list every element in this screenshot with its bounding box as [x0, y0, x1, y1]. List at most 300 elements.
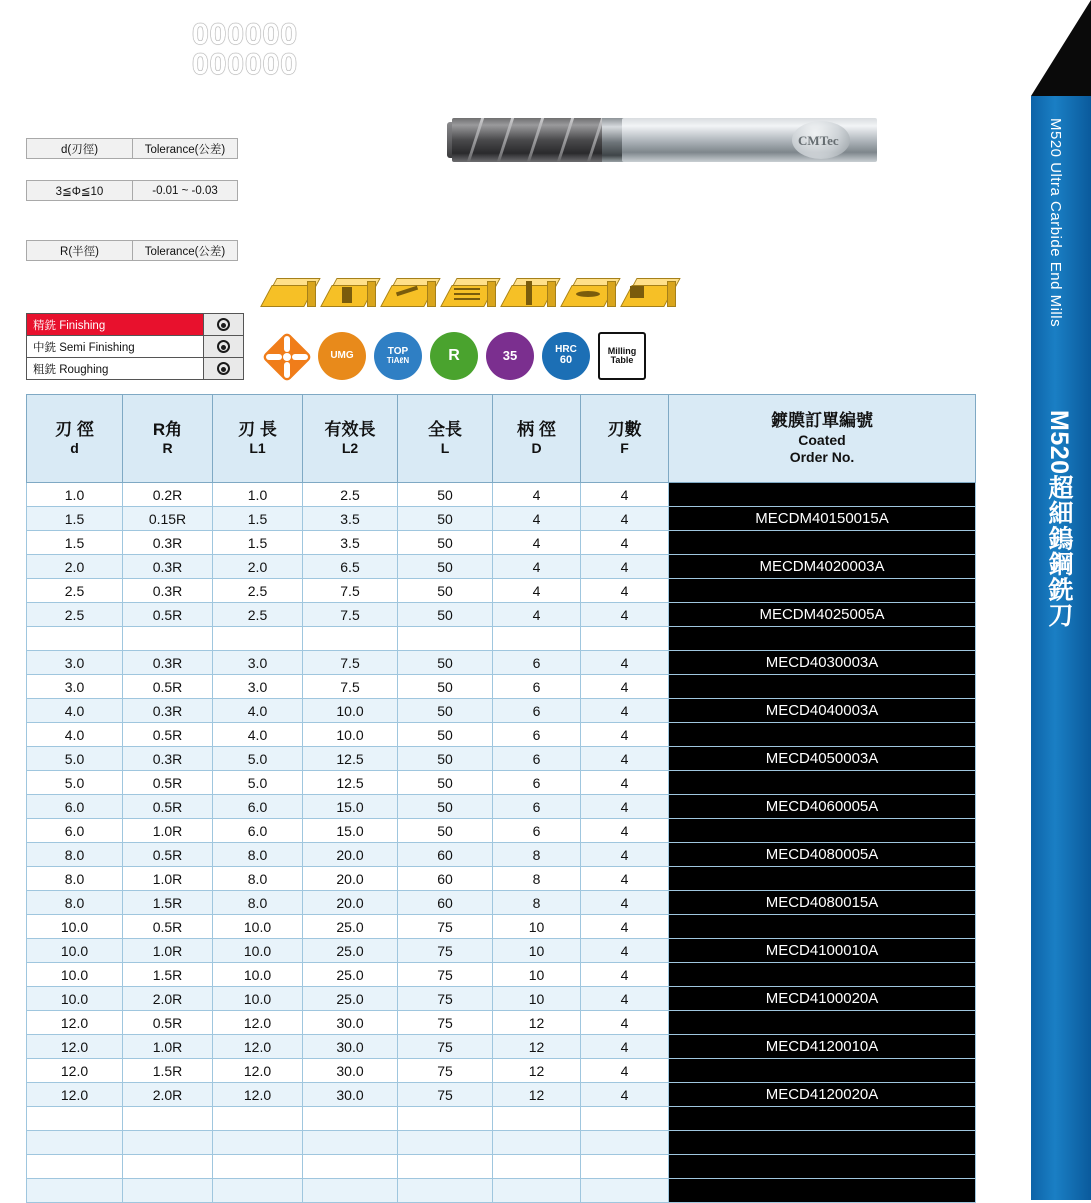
side-milling-icon — [262, 275, 314, 317]
cell-L2: 30.0 — [303, 1083, 398, 1107]
cell-D: 6 — [493, 795, 581, 819]
cell-R: 2.0R — [123, 987, 213, 1011]
table-row — [27, 1059, 976, 1083]
cell-L: 75 — [398, 915, 493, 939]
coating-icon-sub: TiAℓN — [386, 356, 410, 366]
cell-D — [493, 1155, 581, 1179]
cell-d: 12.0 — [27, 1083, 123, 1107]
cell-order-no — [669, 1107, 976, 1131]
cell-d — [27, 1131, 123, 1155]
cell-order-no — [669, 579, 976, 603]
cell-L: 75 — [398, 1083, 493, 1107]
table-row — [27, 1179, 976, 1203]
logo-line-1: 000000 — [191, 18, 299, 51]
logo-line-2: 000000 — [191, 48, 299, 81]
header-flute-count-main: 刃數 — [607, 420, 642, 440]
legend-label-roughing: 粗銑 Roughing — [27, 358, 204, 380]
milling-table-icon-sub: Table — [610, 355, 634, 365]
cell-L1: 10.0 — [213, 987, 303, 1011]
cell-D: 6 — [493, 651, 581, 675]
milling-table-icon[interactable] — [598, 332, 646, 380]
table-row — [27, 891, 976, 915]
header-corner-radius-sub: R — [162, 440, 173, 457]
table-row — [27, 1155, 976, 1179]
specification-table — [26, 394, 976, 1203]
cell-R: 0.3R — [123, 651, 213, 675]
table-row — [27, 843, 976, 867]
cell-L: 75 — [398, 1035, 493, 1059]
cell-R: 0.5R — [123, 603, 213, 627]
header-overall-length — [398, 395, 493, 483]
header-effective-length — [303, 395, 398, 483]
cell-L: 50 — [398, 747, 493, 771]
cell-order-no: MECD4080015A — [669, 891, 976, 915]
cell-d — [27, 1179, 123, 1203]
cell-order-no: MECD4030003A — [669, 651, 976, 675]
table-row — [27, 651, 976, 675]
header-order-no-main: 鍍膜訂單編號 — [771, 411, 873, 431]
cell-D: 6 — [493, 699, 581, 723]
cell-D: 6 — [493, 771, 581, 795]
header-effective-length-main: 有效長 — [324, 420, 376, 440]
cell-F: 4 — [581, 507, 669, 531]
cell-R: 0.3R — [123, 747, 213, 771]
cell-D: 4 — [493, 507, 581, 531]
cell-D — [493, 1131, 581, 1155]
cell-F: 4 — [581, 771, 669, 795]
cell-F: 4 — [581, 531, 669, 555]
cell-F: 4 — [581, 675, 669, 699]
table-row — [27, 579, 976, 603]
header-diameter — [27, 395, 123, 483]
cell-L1: 3.0 — [213, 651, 303, 675]
header-diameter-main: 刃 徑 — [55, 420, 94, 440]
cell-d: 1.5 — [27, 507, 123, 531]
cell-F: 4 — [581, 939, 669, 963]
table-row — [27, 819, 976, 843]
cell-L: 60 — [398, 891, 493, 915]
cell-F: 4 — [581, 579, 669, 603]
cell-L1 — [213, 1155, 303, 1179]
flower-icon — [262, 332, 312, 382]
cell-L: 75 — [398, 987, 493, 1011]
header-corner-radius — [123, 395, 213, 483]
cell-order-no: MECD4040003A — [669, 699, 976, 723]
cell-d: 10.0 — [27, 915, 123, 939]
cell-L2: 7.5 — [303, 651, 398, 675]
cell-L2: 25.0 — [303, 915, 398, 939]
cell-L1: 1.5 — [213, 531, 303, 555]
cell-L1: 5.0 — [213, 747, 303, 771]
cell-d: 12.0 — [27, 1059, 123, 1083]
cell-order-no: MECD4100020A — [669, 987, 976, 1011]
header-flute-length — [213, 395, 303, 483]
cell-L1 — [213, 627, 303, 651]
cell-L1: 3.0 — [213, 675, 303, 699]
cell-D: 12 — [493, 1011, 581, 1035]
cell-d: 5.0 — [27, 771, 123, 795]
table-row — [27, 699, 976, 723]
table-row — [27, 795, 976, 819]
table-row — [27, 627, 976, 651]
cell-L1 — [213, 1131, 303, 1155]
cell-L2: 3.5 — [303, 531, 398, 555]
cell-order-no — [669, 1155, 976, 1179]
cell-order-no — [669, 1179, 976, 1203]
cell-R — [123, 1155, 213, 1179]
cell-D: 4 — [493, 531, 581, 555]
cell-F: 4 — [581, 843, 669, 867]
table-row — [27, 987, 976, 1011]
cell-D — [493, 1179, 581, 1203]
cell-F: 4 — [581, 987, 669, 1011]
cell-L2 — [303, 627, 398, 651]
cell-R — [123, 1107, 213, 1131]
cell-L: 50 — [398, 771, 493, 795]
table-row — [27, 241, 238, 261]
table-row — [27, 603, 976, 627]
operation-icon-row — [262, 275, 682, 323]
cell-D: 6 — [493, 747, 581, 771]
cell-L1 — [213, 1107, 303, 1131]
cell-R: 0.5R — [123, 843, 213, 867]
cell-F: 4 — [581, 867, 669, 891]
table-row — [27, 723, 976, 747]
header-overall-length-sub: L — [440, 440, 450, 457]
cell-F: 4 — [581, 603, 669, 627]
side-tab — [1031, 0, 1091, 1200]
hrc60-icon-label: HRC — [555, 343, 577, 355]
hrc35-icon-label: 35 — [502, 348, 518, 364]
cell-D: 8 — [493, 891, 581, 915]
cell-D: 12 — [493, 1059, 581, 1083]
legend-mark-finishing — [203, 314, 243, 336]
cell-L: 60 — [398, 843, 493, 867]
cell-L: 50 — [398, 603, 493, 627]
radius-tolerance-header-table — [26, 240, 238, 261]
cell-order-no — [669, 675, 976, 699]
table-row — [27, 747, 976, 771]
category-icon-row — [262, 332, 682, 382]
header-effective-length-sub: L2 — [341, 440, 359, 457]
cell-D: 12 — [493, 1035, 581, 1059]
cell-F: 4 — [581, 795, 669, 819]
cell-L2: 3.5 — [303, 507, 398, 531]
cell-F: 4 — [581, 1035, 669, 1059]
cell-D: 4 — [493, 483, 581, 507]
cell-order-no — [669, 963, 976, 987]
ramping-icon — [382, 275, 434, 317]
cell-d: 4.0 — [27, 723, 123, 747]
hrc35-icon — [486, 332, 534, 380]
shoulder-milling-icon — [622, 275, 674, 317]
cell-L: 50 — [398, 555, 493, 579]
cell-order-no — [669, 1131, 976, 1155]
cell-F — [581, 1179, 669, 1203]
tol-r-label: R(半徑) — [27, 241, 133, 261]
header-shank-diameter — [493, 395, 581, 483]
umg-icon-label: UMG — [330, 349, 354, 361]
cell-L: 50 — [398, 675, 493, 699]
milling-table-icon-label: Milling — [607, 345, 637, 356]
cell-L1: 6.0 — [213, 819, 303, 843]
table-row — [27, 139, 238, 159]
header-diameter-sub: d — [70, 440, 79, 457]
cell-d: 5.0 — [27, 747, 123, 771]
hrc60-icon-sub: 60 — [559, 354, 573, 367]
cell-R: 0.5R — [123, 675, 213, 699]
cell-L: 50 — [398, 723, 493, 747]
cell-F: 4 — [581, 1011, 669, 1035]
header-shank-diameter-sub: D — [531, 440, 542, 457]
cell-order-no: MECD4120010A — [669, 1035, 976, 1059]
cell-L: 50 — [398, 819, 493, 843]
cell-L2: 20.0 — [303, 891, 398, 915]
cell-F: 4 — [581, 699, 669, 723]
cell-L2 — [303, 1155, 398, 1179]
cell-R: 1.5R — [123, 1059, 213, 1083]
table-row — [27, 1131, 976, 1155]
cell-L1: 6.0 — [213, 795, 303, 819]
cell-D: 4 — [493, 555, 581, 579]
cell-order-no — [669, 723, 976, 747]
cell-d: 3.0 — [27, 651, 123, 675]
tool-flute-section — [452, 118, 627, 162]
cell-R: 0.3R — [123, 579, 213, 603]
cell-d: 1.0 — [27, 483, 123, 507]
cell-L2: 30.0 — [303, 1059, 398, 1083]
coating-icon — [374, 332, 422, 380]
header-corner-radius-main: R角 — [152, 420, 183, 440]
cell-L1: 10.0 — [213, 939, 303, 963]
cell-d: 2.5 — [27, 579, 123, 603]
legend-label-finishing: 精銑 Finishing — [27, 314, 204, 336]
header-order-no-sub2: Order No. — [789, 449, 855, 466]
target-icon — [217, 340, 230, 353]
cell-R: 0.5R — [123, 771, 213, 795]
header-overall-length-main: 全長 — [428, 420, 462, 440]
header-shank-diameter-main: 柄 徑 — [517, 420, 556, 440]
side-tab-title-en: M520 Ultra Carbide End Mills — [1047, 118, 1064, 328]
cell-R — [123, 1131, 213, 1155]
cell-order-no — [669, 531, 976, 555]
cell-L: 50 — [398, 483, 493, 507]
umg-icon — [318, 332, 366, 380]
cell-R: 1.5R — [123, 963, 213, 987]
cell-L: 50 — [398, 531, 493, 555]
cell-L1: 4.0 — [213, 699, 303, 723]
cell-L: 50 — [398, 651, 493, 675]
cell-F: 4 — [581, 891, 669, 915]
cell-R: 1.0R — [123, 939, 213, 963]
cell-R: 1.0R — [123, 819, 213, 843]
cell-d: 6.0 — [27, 795, 123, 819]
cell-L1: 8.0 — [213, 843, 303, 867]
cell-order-no — [669, 1059, 976, 1083]
cell-L2: 10.0 — [303, 699, 398, 723]
cell-L2: 2.5 — [303, 483, 398, 507]
cell-order-no: MECD4100010A — [669, 939, 976, 963]
cell-d: 12.0 — [27, 1035, 123, 1059]
cell-L1: 1.0 — [213, 483, 303, 507]
cell-D: 10 — [493, 963, 581, 987]
cell-L2: 7.5 — [303, 675, 398, 699]
cell-L2 — [303, 1131, 398, 1155]
specification-table-body — [27, 483, 976, 1203]
cell-R: 0.5R — [123, 723, 213, 747]
table-row — [27, 1107, 976, 1131]
cell-D: 4 — [493, 603, 581, 627]
cell-order-no — [669, 1011, 976, 1035]
cell-L: 75 — [398, 963, 493, 987]
cell-L: 75 — [398, 939, 493, 963]
cell-D: 6 — [493, 819, 581, 843]
cell-d: 2.0 — [27, 555, 123, 579]
cell-d: 12.0 — [27, 1011, 123, 1035]
side-tab-title-cn: M520超細鎢鋼銑刀 — [1045, 410, 1073, 628]
table-row — [27, 507, 976, 531]
cell-D — [493, 627, 581, 651]
cell-d: 10.0 — [27, 963, 123, 987]
cell-L1: 12.0 — [213, 1083, 303, 1107]
cell-L1: 5.0 — [213, 771, 303, 795]
cell-F: 4 — [581, 483, 669, 507]
cell-d: 8.0 — [27, 843, 123, 867]
cell-R — [123, 627, 213, 651]
cell-R: 0.5R — [123, 1011, 213, 1035]
tol-d-label: d(刃徑) — [27, 139, 133, 159]
cell-L — [398, 1131, 493, 1155]
tol-d-value-label: Tolerance(公差) — [133, 139, 238, 159]
header-order-no-sub: Coated — [798, 431, 846, 448]
cell-L2: 25.0 — [303, 939, 398, 963]
cell-L1: 8.0 — [213, 867, 303, 891]
cell-L2: 7.5 — [303, 603, 398, 627]
cell-d: 6.0 — [27, 819, 123, 843]
cell-D: 12 — [493, 1083, 581, 1107]
table-row — [27, 867, 976, 891]
tol-range-value: -0.01 ~ -0.03 — [133, 181, 238, 201]
cell-R: 0.5R — [123, 915, 213, 939]
cell-d: 1.5 — [27, 531, 123, 555]
cell-L2: 15.0 — [303, 795, 398, 819]
table-row — [27, 939, 976, 963]
tool-brand-mark: CMTec — [792, 121, 850, 159]
cell-L1 — [213, 1179, 303, 1203]
cell-R: 0.2R — [123, 483, 213, 507]
cell-D: 8 — [493, 867, 581, 891]
header-flute-length-main: 刃 長 — [238, 420, 277, 440]
side-tab-corner — [1031, 0, 1091, 96]
legend-row-finishing — [27, 314, 244, 336]
cell-L1: 12.0 — [213, 1035, 303, 1059]
table-row — [27, 1083, 976, 1107]
cell-L: 50 — [398, 699, 493, 723]
table-header-row — [27, 395, 976, 483]
cell-d: 10.0 — [27, 987, 123, 1011]
header-flute-count — [581, 395, 669, 483]
cell-D: 10 — [493, 939, 581, 963]
cell-d — [27, 627, 123, 651]
table-row — [27, 531, 976, 555]
milling-grade-legend — [26, 313, 244, 380]
table-row — [27, 555, 976, 579]
cell-L1: 12.0 — [213, 1059, 303, 1083]
plunging-icon — [502, 275, 554, 317]
cell-d — [27, 1107, 123, 1131]
cell-L1: 10.0 — [213, 963, 303, 987]
cell-L2: 12.5 — [303, 771, 398, 795]
cell-order-no — [669, 483, 976, 507]
cell-L — [398, 1107, 493, 1131]
cell-L1: 2.0 — [213, 555, 303, 579]
cell-L2: 15.0 — [303, 819, 398, 843]
cell-order-no: MECD4050003A — [669, 747, 976, 771]
cell-F: 4 — [581, 747, 669, 771]
target-icon — [217, 362, 230, 375]
cell-order-no — [669, 915, 976, 939]
cell-D — [493, 1107, 581, 1131]
cell-order-no — [669, 627, 976, 651]
header-order-no — [669, 395, 976, 483]
cell-d: 10.0 — [27, 939, 123, 963]
cell-L2: 25.0 — [303, 963, 398, 987]
table-row — [27, 483, 976, 507]
table-row — [27, 1011, 976, 1035]
cell-L: 50 — [398, 507, 493, 531]
cell-d: 2.5 — [27, 603, 123, 627]
cell-F: 4 — [581, 963, 669, 987]
cell-L1: 1.5 — [213, 507, 303, 531]
cell-F: 4 — [581, 1059, 669, 1083]
cell-F — [581, 1155, 669, 1179]
cell-L2: 12.5 — [303, 747, 398, 771]
cell-L — [398, 1179, 493, 1203]
brand-logo — [160, 20, 330, 90]
cell-L2: 30.0 — [303, 1035, 398, 1059]
cell-F: 4 — [581, 1083, 669, 1107]
cell-L: 50 — [398, 795, 493, 819]
pocket-milling-icon — [442, 275, 494, 317]
cell-L2 — [303, 1107, 398, 1131]
cell-order-no — [669, 819, 976, 843]
cell-order-no: MECDM4020003A — [669, 555, 976, 579]
tol-range: 3≦Φ≦10 — [27, 181, 133, 201]
cell-R: 0.15R — [123, 507, 213, 531]
table-row — [27, 675, 976, 699]
cell-order-no: MECD4120020A — [669, 1083, 976, 1107]
cell-L2: 30.0 — [303, 1011, 398, 1035]
cell-L — [398, 627, 493, 651]
cell-F: 4 — [581, 819, 669, 843]
cell-L1: 8.0 — [213, 891, 303, 915]
cell-D: 4 — [493, 579, 581, 603]
cell-F: 4 — [581, 915, 669, 939]
cell-R: 1.5R — [123, 891, 213, 915]
table-row — [27, 181, 238, 201]
header-flute-length-sub: L1 — [249, 440, 266, 457]
cell-D: 8 — [493, 843, 581, 867]
cell-F: 4 — [581, 651, 669, 675]
cell-order-no — [669, 867, 976, 891]
cell-L1: 12.0 — [213, 1011, 303, 1035]
diameter-tolerance-header-table — [26, 138, 238, 159]
cell-L2 — [303, 1179, 398, 1203]
cell-L2: 20.0 — [303, 867, 398, 891]
radius-icon — [430, 332, 478, 380]
cell-order-no: MECD4060005A — [669, 795, 976, 819]
cell-L2: 6.5 — [303, 555, 398, 579]
